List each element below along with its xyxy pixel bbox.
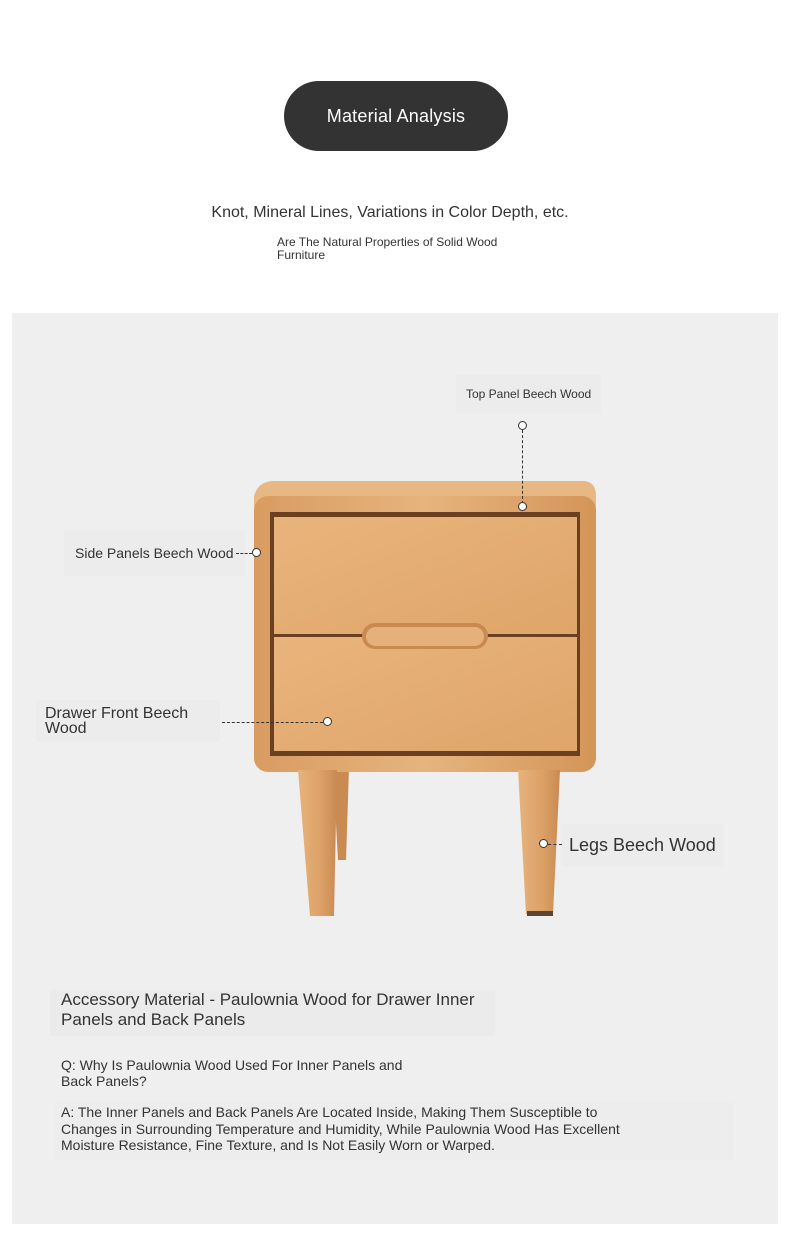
callout-dot-drawer [323,717,332,726]
top-drawer [274,517,577,634]
callout-dot-top-end [518,502,527,511]
callout-top-panel [456,375,601,413]
callout-line-top [522,430,523,504]
callout-drawer-front-text: Drawer Front Beech Wood [45,705,189,737]
callout-legs-text: Legs Beech Wood [569,834,716,855]
callout-line-drawer [222,722,323,723]
accessory-title-text: Accessory Material - Paulownia Wood for Drawer Inner Panels and Back Panels [61,990,475,1029]
callout-side-panels-text: Side Panels Beech Wood [75,545,234,561]
callout-line-legs [548,844,562,845]
callout-legs [562,824,723,866]
callout-line-side [236,553,252,554]
callout-side-panels [64,530,245,576]
callout-dot-legs [539,839,548,848]
callout-top-panel-text: Top Panel Beech Wood [466,387,592,401]
callout-drawer-front [36,700,220,742]
faq-question: Q: Why Is Paulownia Wood Used For Inner Panels and Back Panels? [61,1057,403,1089]
accessory-title [50,990,495,1036]
faq-answer: A: The Inner Panels and Back Panels Are Located Inside, Making Them Susceptible to Changes in Surrounding Temperature and Humidity, While Paulownia Wood Has Excellent Moisture Resistance, Fine Texture, and Is Not Easily Worn or Warped. [61,1104,620,1153]
section-title: Material Analysis [326,105,466,126]
subnote: Are The Natural Properties of Solid Wood Furniture [277,235,498,262]
callout-dot-top-start [518,421,527,430]
bottom-drawer [274,637,577,751]
drawer-handle-inner [366,627,484,646]
callout-dot-side [252,548,261,557]
leg-foot [527,911,553,916]
front-leg-left [298,770,337,916]
subtitle: Knot, Mineral Lines, Variations in Color Depth, etc. [211,204,569,221]
